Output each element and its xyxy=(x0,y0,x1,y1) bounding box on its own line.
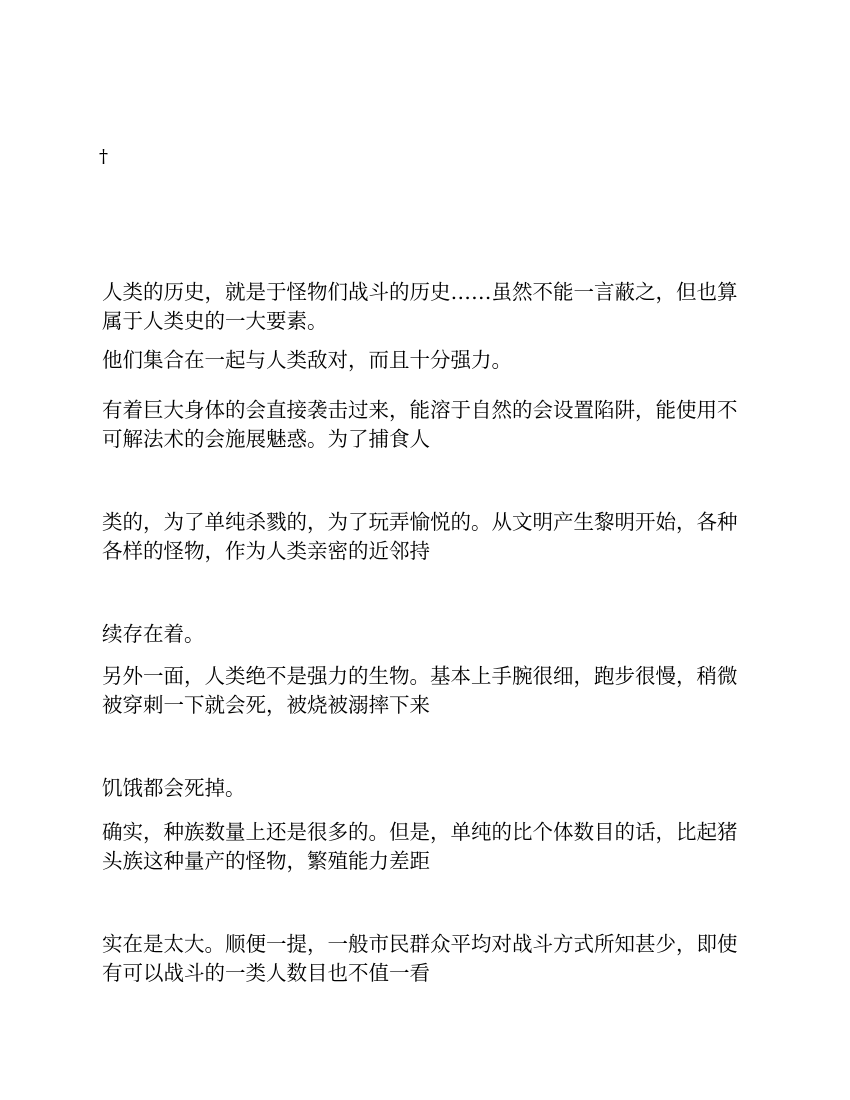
dagger-marker: † xyxy=(99,146,108,167)
paragraph-line: 续存在着。 xyxy=(102,622,205,646)
paragraph-line: 饥饿都会死掉。 xyxy=(102,776,246,800)
paragraph-line: 实在是太大。顺便一提，一般市民群众平均对战斗方式所知甚少，即使 xyxy=(102,932,738,956)
paragraph-line: 可解法术的会施展魅惑。为了捕食人 xyxy=(102,427,430,451)
paragraph-2 xyxy=(102,346,752,375)
paragraph-7 xyxy=(102,774,752,803)
paragraph-3 xyxy=(102,396,752,454)
paragraph-8 xyxy=(102,818,752,876)
paragraph-line: 被穿刺一下就会死，被烧被溺摔下来 xyxy=(102,693,430,717)
paragraph-6 xyxy=(102,662,752,720)
paragraph-line: 他们集合在一起与人类敌对，而且十分强力。 xyxy=(102,348,512,372)
paragraph-line: 类的，为了单纯杀戮的，为了玩弄愉悦的。从文明产生黎明开始，各种 xyxy=(102,510,738,534)
paragraph-5 xyxy=(102,620,752,649)
paragraph-4 xyxy=(102,508,752,566)
paragraph-line: 人类的历史，就是于怪物们战斗的历史……虽然不能一言蔽之，但也算 xyxy=(102,280,738,304)
paragraph-line: 头族这种量产的怪物，繁殖能力差距 xyxy=(102,849,430,873)
paragraph-line: 属于人类史的一大要素。 xyxy=(102,309,328,333)
paragraph-line: 有可以战斗的一类人数目也不值一看 xyxy=(102,961,430,985)
paragraph-line: 各样的怪物，作为人类亲密的近邻持 xyxy=(102,539,430,563)
paragraph-line: 另外一面，人类绝不是强力的生物。基本上手腕很细，跑步很慢，稍微 xyxy=(102,664,738,688)
paragraph-line: 确实，种族数量上还是很多的。但是，单纯的比个体数目的话，比起猪 xyxy=(102,820,738,844)
paragraph-9 xyxy=(102,930,752,988)
paragraph-line: 有着巨大身体的会直接袭击过来，能溶于自然的会设置陷阱，能使用不 xyxy=(102,398,738,422)
paragraph-1 xyxy=(102,278,752,336)
